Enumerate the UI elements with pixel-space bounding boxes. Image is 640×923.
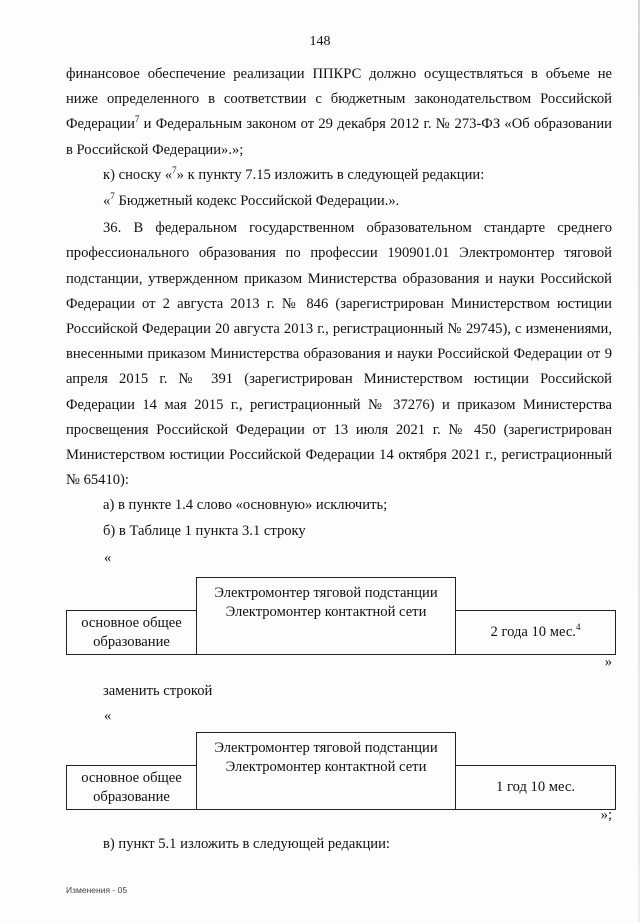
cell-education-old [66, 610, 197, 655]
paragraph-item-a: а) в пункте 1.4 слово «основную» исключить; [103, 497, 388, 514]
cell-duration-old [455, 610, 616, 655]
profession-1-new: Электромонтер тяговой подстанции [214, 740, 438, 756]
footer-label: Изменения - 05 [66, 885, 128, 895]
paragraph-financing [66, 62, 612, 163]
profession-2-new: Электромонтер контактной сети [225, 759, 427, 775]
page-number: 148 [309, 34, 331, 49]
paragraph-footnote-text-b: Бюджетный кодекс Российской Федерации.». [114, 193, 400, 210]
quote-close-1: » [604, 654, 612, 670]
footnote-ref-4: 4 [575, 622, 581, 632]
text-block-top [66, 62, 612, 544]
table-row-new [66, 732, 616, 810]
quote-close-2: »; [600, 807, 612, 823]
duration-old [491, 623, 581, 642]
cell-education-new [66, 765, 197, 810]
replace-label: заменить строкой [103, 683, 213, 699]
duration-new: 1 год 10 мес. [496, 779, 575, 795]
profession-2-old: Электромонтер контактной сети [225, 604, 427, 620]
duration-old-text: 2 года 10 мес. [490, 624, 576, 640]
footnote-ref-7c: 7 [110, 191, 115, 202]
cell-professions-new [196, 732, 456, 810]
profession-1-old: Электромонтер тяговой подстанции [214, 585, 438, 601]
quote-open-2: « [104, 708, 112, 724]
footnote-ref-7b: 7 [172, 164, 177, 175]
cell-education-new-text: основное общее образование [81, 769, 182, 805]
cell-duration-new [455, 765, 616, 810]
paragraph-footnote-text [66, 189, 612, 214]
paragraph-footnote-text-a: « [103, 193, 111, 210]
paragraph-financing-part-b: и Федеральным законом от 29 декабря 2012 г. № 273-ФЗ «Об образовании в Российской Федерации».»; [66, 116, 612, 158]
table-row-old [66, 577, 616, 655]
paragraph-item-b: б) в Таблице 1 пункта 3.1 строку [103, 522, 306, 539]
cell-education-old-text: основное общее образование [81, 614, 182, 650]
footnote-ref-7: 7 [134, 114, 140, 125]
paragraph-item-36: 36. В федеральном государственном образовательном стандарте среднего профессионального образования по профессии 190901.01 Электромонтер тяговой подстанции, утвержденном приказом Министерства образования и науки Российской Федерации от 2 августа 2013 г. № 846 (зарегистрирован Министерством юстиции Российской Федерации 20 августа 2013 г., регистрационный № 29745), с изменениями, внесенными приказом Министерства образования и науки Российской Федерации от 9 апреля 2015 г. № 391 (зарегистрирован Министерством юстиции Российской Федерации 14 мая 2015 г., регистрационный № 37276) и приказом Министерства просвещения Российской Федерации от 13 июля 2021 г. № 450 (зарегистрирован Министерством юстиции Российской Федерации 14 октября 2021 г., регистрационный № 65410): [66, 220, 612, 489]
paragraph-footnote-change [66, 163, 612, 188]
cell-professions-old [196, 577, 456, 655]
paragraph-item-v: в) пункт 5.1 изложить в следующей редакции: [103, 836, 390, 852]
quote-open-1: « [104, 550, 112, 566]
paragraph-footnote-change-b: » к пункту 7.15 изложить в следующей редакции: [176, 166, 485, 183]
paragraph-financing-part-a: финансовое обеспечение реализации ППКРС должно осуществляться в объеме не ниже определенного в соответствии с бюджетным законодательством Российской Федерации [66, 66, 612, 133]
paragraph-footnote-change-a: к) сноску « [103, 166, 173, 183]
